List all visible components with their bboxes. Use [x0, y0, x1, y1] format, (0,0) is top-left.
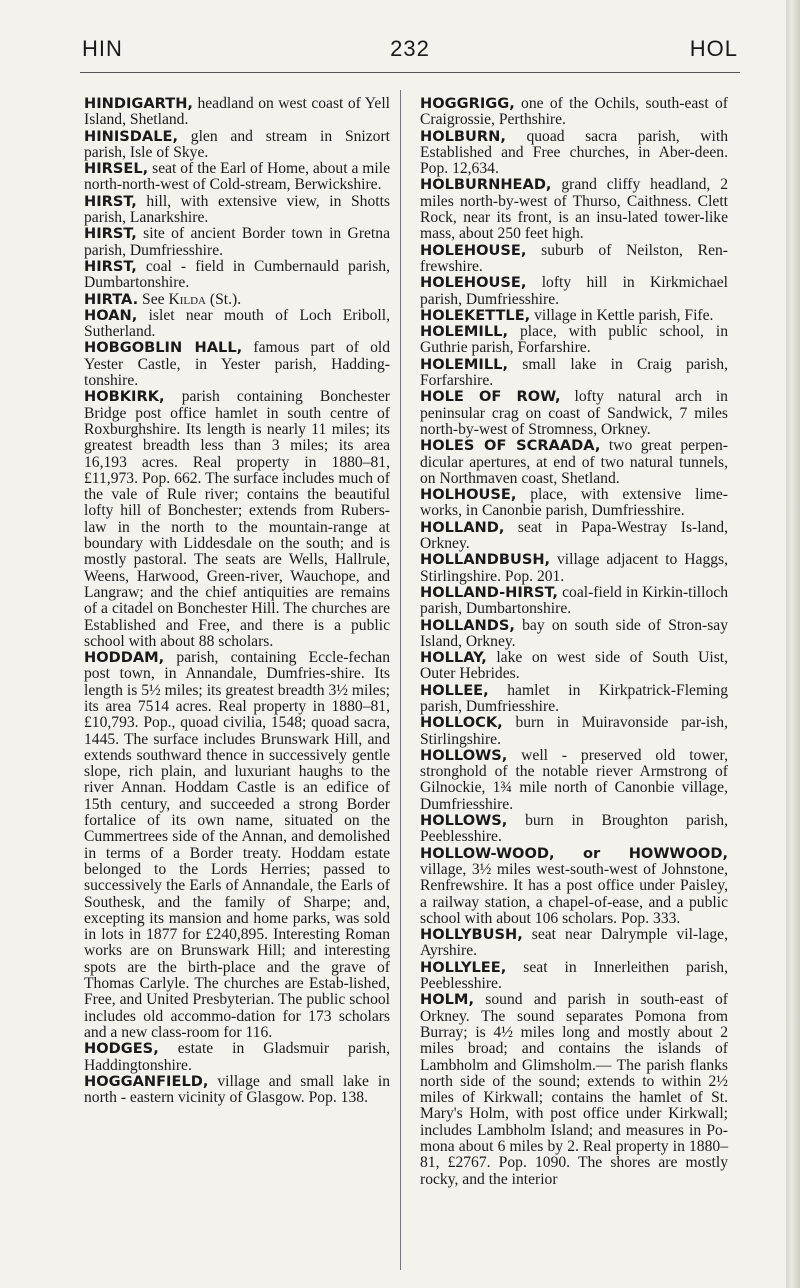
gazetteer-entry	[84, 1041, 390, 1074]
entry-headword: HOLEHOUSE,	[420, 241, 527, 259]
entry-text: well - preserved old tower, stronghold of the notable riever Armstrong of Gilnockie, 1¾ mile north of Canonbie village, Dumfriesshire.	[420, 746, 728, 813]
entry-headword: HOLES OF SCRAADA,	[420, 437, 601, 455]
page-edge	[786, 0, 800, 1288]
entry-text: estate in Gladsmuir parish, Haddingtonshire.	[84, 1040, 390, 1074]
entry-headword: HOLLOWS,	[420, 746, 508, 764]
gazetteer-entry	[420, 813, 728, 846]
gazetteer-entry	[84, 650, 390, 1041]
entry-text: village adjacent to Haggs, Stirlingshire. Pop. 201.	[420, 551, 728, 585]
gazetteer-entry	[84, 389, 390, 650]
gazetteer-entry	[420, 96, 728, 129]
gazetteer-entry	[420, 324, 728, 357]
entry-text: lofty hill in Kirkmichael parish, Dumfriesshire.	[420, 274, 728, 308]
gazetteer-entry	[84, 292, 390, 308]
gazetteer-entry	[84, 161, 390, 194]
entry-text: glen and stream in Snizort parish, Isle of Skye.	[84, 127, 390, 161]
gazetteer-entry	[420, 683, 728, 716]
gazetteer-entry	[420, 618, 728, 651]
header-rule	[80, 72, 740, 73]
gazetteer-entry	[420, 243, 728, 276]
entry-headword: HOLLAY,	[420, 649, 487, 667]
gazetteer-entry	[420, 552, 728, 585]
entry-text: quoad sacra parish, with Established and Free churches, in Aber-deen. Pop. 12,634.	[420, 127, 728, 178]
gazetteer-entry	[420, 715, 728, 748]
gazetteer-entry	[420, 129, 728, 178]
gazetteer-entry	[420, 650, 728, 683]
entry-headword: HOLLAND-HIRST,	[420, 583, 558, 601]
entry-headword: HOGGRIGG,	[420, 95, 515, 112]
entry-headword: HOLLANDBUSH,	[420, 551, 551, 569]
entry-headword: HOLLOCK,	[420, 714, 503, 732]
entry-text: sound and parish in south-east of Orkney. The sound separates Pomona from Burray; is 4½ miles long and mostly about 2 miles broad; and contains the islands of Lambholm and Glimsholm.— The parish flanks north side of the sound; extends to within 2½ miles of Kirkwall; contains the hamlet of St. Mary's Holm, with post office under Kirkwall; includes Lambholm Island; and measures in Po-mona about 6 miles by 2. Real property in 1880–81, £2767. Pop. 1090. The shores are mostly rocky, and the interior	[420, 991, 728, 1188]
gazetteer-entry	[84, 129, 390, 162]
entry-headword: HOLE OF ROW,	[420, 388, 561, 406]
gazetteer-entry	[84, 96, 390, 129]
entry-headword: HIRST,	[84, 192, 137, 210]
gazetteer-entry	[84, 1074, 390, 1107]
entry-text: one of the Ochils, south-east of Craigrossie, Perthshire.	[420, 95, 728, 129]
entry-headword: HIRTA.	[84, 290, 139, 308]
gazetteer-entry	[420, 438, 728, 487]
gazetteer-entry	[420, 487, 728, 520]
entry-headword: HOLEHOUSE,	[420, 274, 527, 292]
entry-headword: HOLLAND,	[420, 518, 505, 536]
gazetteer-entry	[420, 520, 728, 553]
entry-text-tail: (St.).	[206, 290, 242, 308]
entry-text: coal-field in Kirkin-tilloch parish, Dumbartonshire.	[420, 583, 728, 618]
entry-headword: HOGGANFIELD,	[84, 1072, 209, 1090]
entry-headword: HOLM,	[420, 991, 474, 1009]
gazetteer-entry	[420, 177, 728, 242]
right-column	[420, 96, 728, 1188]
entry-headword: HOLEKETTLE,	[420, 306, 531, 324]
entry-text: village and small lake in north - eastern vicinity of Glasgow. Pop. 138.	[84, 1072, 390, 1107]
entry-headword: HOLHOUSE,	[420, 486, 517, 504]
entry-headword: HOLBURN,	[420, 127, 506, 145]
gazetteer-entry	[84, 259, 390, 292]
entry-text: small lake in Craig parish, Forfarshire.	[420, 355, 728, 390]
entry-headword: HOLEMILL,	[420, 323, 508, 341]
entry-text: hill, with extensive view, in Shotts parish, Lanarkshire.	[84, 192, 390, 227]
entry-text: parish containing Bonchester Bridge post office hamlet in south centre of Roxburghshire. Its length is nearly 11 miles; its greatest breadth less than 3 miles; its area 16,193 acres. Real property in 1880–81, £11,973. Pop. 662. The surface includes much of the vale of Rule river; contains the beautiful lofty hill of Bonchester; extends from Rubers-law in the north to the mountain-range at boundary with Liddesdale on the south; and is mostly pastoral. The seats are Wells, Hallrule, Weens, Harwood, Green-river, Wauchope, and Langraw; and the chief antiquities are remains of a citadel on Bonchester Hill. The churches are Established and Free, and there is a public school with about 88 scholars.	[84, 388, 390, 650]
entry-text: seat in Innerleithen parish, Peeblesshire.	[420, 958, 728, 993]
entry-headword: HOBGOBLIN HALL,	[84, 339, 243, 357]
gazetteer-entry	[84, 340, 390, 389]
gazetteer-entry	[420, 308, 728, 324]
gazetteer-entry	[84, 308, 390, 341]
entry-text: headland on west coast of Yell Island, Shetland.	[84, 95, 390, 129]
entry-headword: HIRSEL,	[84, 160, 149, 178]
entry-headword: HOLLYBUSH,	[420, 926, 523, 944]
entry-text: burn in Muiravonside par-ish, Stirlingshire.	[420, 714, 728, 748]
entry-headword: HOLLYLEE,	[420, 958, 507, 976]
entry-headword: HOLEMILL,	[420, 355, 508, 373]
entry-text: famous part of old Yester Castle, in Yester parish, Hadding-tonshire.	[84, 339, 390, 390]
entry-headword: HODGES,	[84, 1040, 159, 1058]
entry-text: seat of the Earl of Home, about a mile north-north-west of Cold-stream, Berwickshire.	[84, 160, 390, 194]
gazetteer-entry	[420, 748, 728, 813]
entry-headword: HOLLOW-WOOD, or HOWWOOD,	[420, 844, 728, 862]
entry-text: parish, containing Eccle-fechan post town, in Annandale, Dumfries-shire. Its length is 5½ miles; its greatest breadth 3½ miles; its area 7514 acres. Real property in 1880–81, £10,793. Pop., quoad civilia, 1548; quoad sacra, 1445. The surface includes Brunswark Hill, and extends southward thence in successively gentle slope, rich plain, and luxuriant haughs to the river Annan. Hoddam Castle is an edifice of 15th century, and succeeded a strong Border fortalice of its own name, situated on the Cummertrees side of the Annan, and demolished in terms of a Border treaty. Hoddam estate belonged to the Lords Herries; passed to successively the Earls of Annandale, the Earls of Southesk, and the family of Sharpe; and, excepting its mansion and home parks, was sold in lots in 1877 for £240,895. Interesting Roman works are on Brunswark Hill; and interesting spots are the birth-place and the grave of Thomas Carlyle. The churches are Estab-lished, Free, and United Presbyterian. The public school includes old accommo-dation for 173 scholars and a new class-room for 116.	[84, 649, 390, 1041]
entry-text: seat in Papa-Westray Is-land, Orkney.	[420, 518, 728, 553]
entry-text: islet near mouth of Loch Eriboll, Sutherland.	[84, 306, 390, 341]
gazetteer-entry	[84, 194, 390, 227]
left-column	[84, 96, 390, 1106]
entry-headword: HOLLANDS,	[420, 616, 515, 634]
entry-headword: HOLLOWS,	[420, 812, 508, 830]
gazetteer-entry	[420, 389, 728, 438]
entry-text: burn in Broughton parish, Peeblesshire.	[420, 812, 728, 846]
entry-text: coal - field in Cumbernauld parish, Dumbartonshire.	[84, 257, 390, 292]
entry-headword: HINISDALE,	[84, 127, 179, 145]
gazetteer-entry	[420, 357, 728, 390]
running-head-right: HOL	[689, 36, 738, 61]
entry-headword: HOLLEE,	[420, 681, 489, 699]
entry-headword: HIRST,	[84, 257, 137, 275]
page-number: 232	[390, 36, 430, 61]
entry-headword: HIRST,	[84, 225, 137, 243]
entry-text: lofty natural arch in peninsular crag on coast of Sandwick, 7 miles north-by-west of Stromness, Orkney.	[420, 388, 728, 438]
gazetteer-entry	[420, 927, 728, 960]
entry-headword: HOBKIRK,	[84, 388, 165, 406]
entry-text: hamlet in Kirkpatrick-Fleming parish, Dumfriesshire.	[420, 681, 728, 715]
entry-text: lake on west side of South Uist, Outer Hebrides.	[420, 649, 728, 683]
running-head	[80, 36, 740, 68]
gazetteer-entry	[420, 275, 728, 308]
entry-text: See	[138, 290, 169, 308]
gazetteer-entry	[420, 992, 728, 1188]
gazetteer-entry	[420, 846, 728, 927]
gazetteer-entry	[420, 960, 728, 993]
running-head-left: HIN	[82, 36, 123, 61]
entry-text: two great perpen-dicular apertures, at end of two natural tunnels, on Northmaven coast, Shetland.	[420, 437, 728, 487]
entry-text: grand cliffy headland, 2 miles north-by-west of Thurso, Caithness. Clett Rock, near its front, is an insu-lated tower-like mass, about 250 feet high.	[420, 176, 728, 243]
entry-text: site of ancient Border town in Gretna parish, Dumfriesshire.	[84, 225, 390, 259]
entry-cross-reference: Kilda	[168, 290, 207, 308]
entry-text: bay on south side of Stron-say Island, Orkney.	[420, 616, 728, 650]
entry-text: suburb of Neilston, Ren-frewshire.	[420, 241, 728, 275]
column-divider	[400, 90, 401, 1270]
entry-text: place, with extensive lime-works, in Canonbie parish, Dumfriesshire.	[420, 486, 728, 520]
entry-text: village, 3½ miles west-south-west of Johnstone, Renfrewshire. It has a post office under Paisley, a railway station, a chapel-of-ease, and a public school with about 106 scholars. Pop. 333.	[420, 860, 728, 927]
entry-headword: HINDIGARTH,	[84, 95, 193, 112]
entry-headword: HOAN,	[84, 306, 138, 324]
gazetteer-entry	[420, 585, 728, 618]
entry-text: seat near Dalrymple vil-lage, Ayrshire.	[420, 926, 728, 960]
entry-headword: HOLBURNHEAD,	[420, 176, 552, 194]
gazetteer-entry	[84, 226, 390, 259]
entry-text: place, with public school, in Guthrie parish, Forfarshire.	[420, 323, 728, 357]
entry-headword: HODDAM,	[84, 649, 165, 667]
entry-text: village in Kettle parish, Fife.	[530, 306, 714, 324]
